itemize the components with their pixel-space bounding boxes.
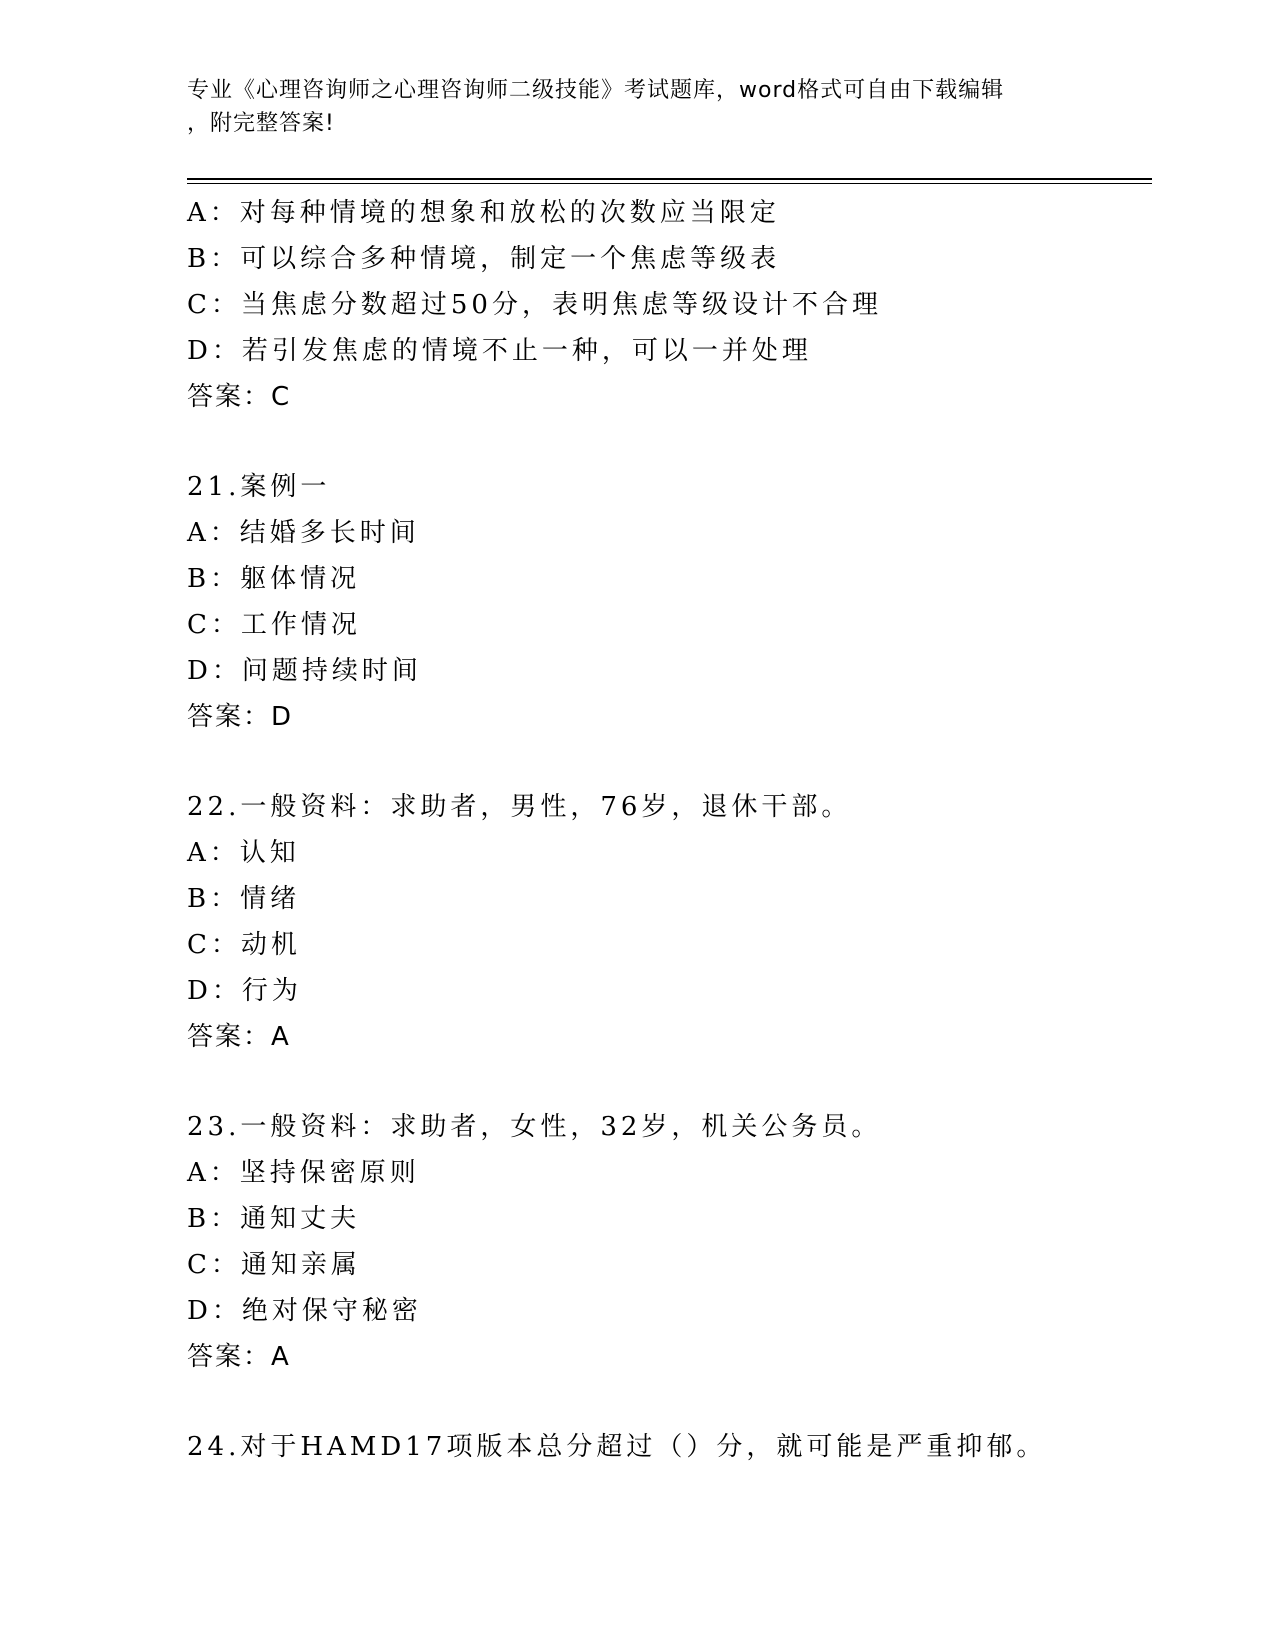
question-24 [187,1424,1152,1470]
option-d: D：行为 [187,976,302,1006]
option-c: C：当焦虑分数超过50分，表明焦虑等级设计不合理 [187,290,882,320]
answer: 答案：C [187,382,292,412]
option-d: D：若引发焦虑的情境不止一种，可以一并处理 [187,336,812,366]
header-line-2: ，附完整答案! [187,111,335,136]
header-line-1: 专业《心理咨询师之心理咨询师二级技能》考试题库，word格式可自由下载编辑 [187,78,1005,103]
option-a: A：结婚多长时间 [187,518,420,548]
option-a: A：对每种情境的想象和放松的次数应当限定 [187,198,780,228]
question-21 [187,464,1152,740]
spacer [187,1060,1152,1104]
question-22 [187,784,1152,1060]
question-text: 21.案例一 [187,472,331,502]
spacer [187,740,1152,784]
option-d: D：绝对保守秘密 [187,1296,422,1326]
answer: 答案：A [187,1022,291,1052]
question-20 [187,190,1152,420]
option-a: A：认知 [187,838,300,868]
spacer [187,1380,1152,1424]
answer: 答案：A [187,1342,291,1372]
question-text: 24.对于HAMD17项版本总分超过（）分，就可能是严重抑郁。 [187,1432,1047,1462]
option-c: C：通知亲属 [187,1250,361,1280]
option-a: A：坚持保密原则 [187,1158,420,1188]
option-c: C：工作情况 [187,610,361,640]
question-23 [187,1104,1152,1380]
option-b: B：情绪 [187,884,301,914]
header-divider [187,178,1152,184]
question-list [187,190,1152,1470]
option-b: B：躯体情况 [187,564,361,594]
page-header [187,74,1087,140]
question-text: 22.一般资料：求助者，男性，76岁，退休干部。 [187,792,852,822]
option-b: B：可以综合多种情境，制定一个焦虑等级表 [187,244,781,274]
option-b: B：通知丈夫 [187,1204,361,1234]
spacer [187,420,1152,464]
answer: 答案：D [187,702,294,732]
question-text: 23.一般资料：求助者，女性，32岁，机关公务员。 [187,1112,882,1142]
option-c: C：动机 [187,930,301,960]
option-d: D：问题持续时间 [187,656,422,686]
